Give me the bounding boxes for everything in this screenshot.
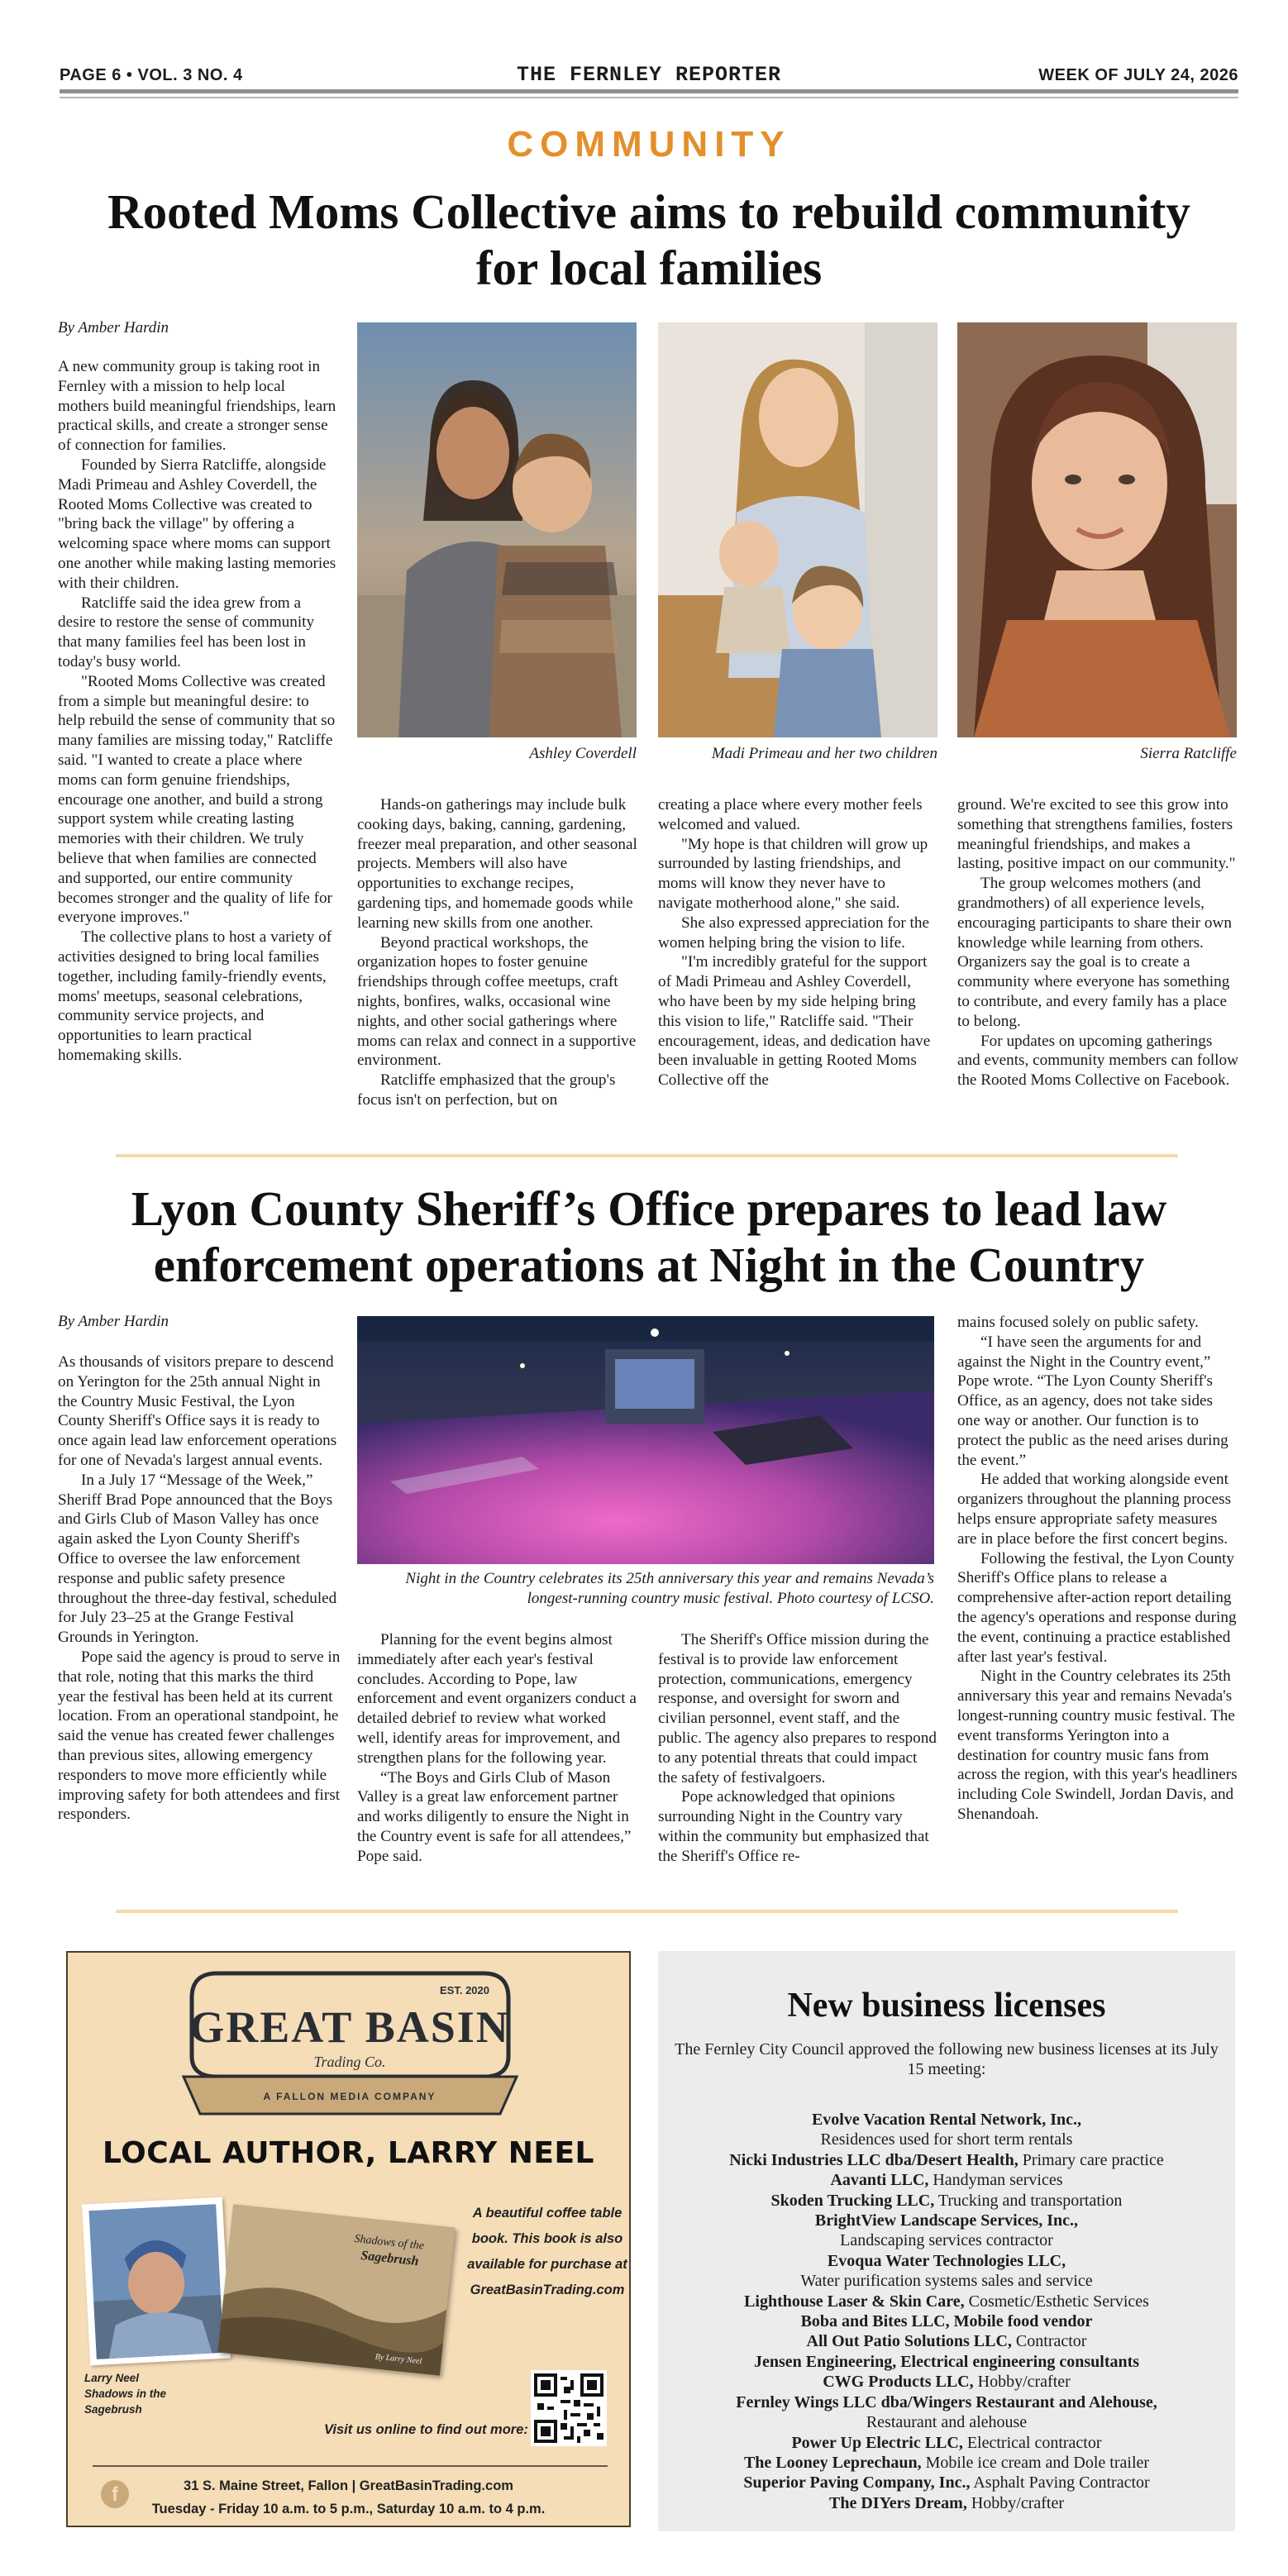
photo-festival-crowd <box>357 1316 934 1564</box>
list-item: Aavanti LLC, Handyman services <box>830 2171 1063 2190</box>
caption-line: Sagebrush <box>84 2403 142 2416</box>
book-cover <box>217 2204 455 2375</box>
paragraph: The group welcomes mothers (and grandmothers) of all experience levels, encouraging participants to share their own knowledge while learning from others. Organizers say the goal is to create a community where everyone has something to contribute, and every family has a place to belong. <box>957 875 1232 1030</box>
article1-col2 <box>357 795 638 1110</box>
photo-sierra-ratcliffe <box>957 322 1237 737</box>
section-label: COMMUNITY <box>507 124 791 165</box>
paragraph: She also expressed appreciation for the women helping bring the vision to life. <box>658 914 929 952</box>
masthead <box>60 61 1238 89</box>
paragraph: For updates on upcoming gatherings and events, community members can follow the Rooted Moms Collective on Facebook. <box>957 1032 1238 1090</box>
caption-madi: Madi Primeau and her two children <box>711 745 937 762</box>
caption-line: Shadows in the <box>84 2388 167 2400</box>
qr-code[interactable] <box>531 2370 607 2446</box>
list-item: Evoqua Water Technologies LLC, <box>827 2251 1066 2270</box>
paragraph: The Sheriff's Office mission during the festival is to provide law enforcement protection, communications, emergency response, and oversight for sworn and civilian personnel, event staff, and the public. The agency also prepares to respond to any potential threats that could impact the safety of festivalgoers. <box>658 1631 937 1787</box>
book-author: By Larry Neel <box>374 2352 422 2367</box>
paragraph: "I'm incredibly grateful for the support of Madi Primeau and Ashley Coverdell, who have been by my side helping bring this vision to life," Ratcliffe said. "Their encouragement, ideas, and dedication have been invaluable in getting Rooted Moms Collective off the <box>658 953 931 1090</box>
list-item: Boba and Bites LLC, Mobile food vendor <box>800 2312 1093 2331</box>
article1-col1 <box>58 357 337 1066</box>
page-info: PAGE 6 • VOL. 3 NO. 4 <box>60 66 243 84</box>
article1-headline: Rooted Moms Collective aims to rebuild community for local families <box>107 184 1190 295</box>
licenses-list <box>666 2110 1227 2513</box>
paragraph: A new community group is taking root in Fernley with a mission to help local mothers build meaningful friendships, learn practical skills, and create a stronger sense of connection for families. <box>58 358 336 455</box>
great-basin-ad[interactable] <box>66 1951 631 2527</box>
ad-address: 31 S. Maine Street, Fallon | GreatBasinTrading.com <box>184 2478 513 2493</box>
article2-col2 <box>357 1630 638 1867</box>
masthead-rule-thin <box>60 97 1238 98</box>
paper-name: THE FERNLEY REPORTER <box>516 63 782 87</box>
list-item: The DIYers Dream, Hobby/crafter <box>829 2493 1064 2512</box>
list-item: Residences used for short term rentals <box>820 2130 1073 2149</box>
paragraph: Ratcliffe emphasized that the group's focus isn't on perfection, but on <box>357 1071 616 1109</box>
logo-est: EST. 2020 <box>440 1984 489 1996</box>
list-item: Lighthouse Laser & Skin Care, Cosmetic/Esthetic Services <box>744 2292 1149 2311</box>
logo-name: GREAT BASIN <box>189 2002 510 2052</box>
ad-rule <box>93 2465 608 2467</box>
article2-col1 <box>58 1352 342 1825</box>
issue-date: WEEK OF JULY 24, 2026 <box>1038 66 1238 84</box>
paragraph: ground. We're excited to see this grow into something that strengthens families, fosters meaningful friendships, and makes a lasting, positive impact on our community." <box>957 796 1236 873</box>
caption-sierra: Sierra Ratcliffe <box>1140 745 1237 762</box>
photo-madi-primeau <box>658 322 937 737</box>
book-title-line1: Shadows of the <box>353 2232 425 2253</box>
list-item: Fernley Wings LLC dba/Wingers Restaurant and Alehouse, <box>736 2392 1157 2411</box>
facebook-icon[interactable]: f <box>101 2480 129 2508</box>
author-photo <box>82 2197 231 2366</box>
paragraph: In a July 17 “Message of the Week,” Sheriff Brad Pope announced that the Boys and Girls Club of Mason Valley has once again asked the Lyon County Sheriff's Office to oversee the law enforcement response and public safety presence throughout the three-day festival, scheduled for July 23–25 at the Grange Festival Grounds in Yerington. <box>58 1471 337 1647</box>
list-item: All Out Patio Solutions LLC, Contractor <box>806 2332 1087 2351</box>
great-basin-logo <box>68 1953 631 2130</box>
caption-line: Larry Neel <box>84 2372 140 2384</box>
article2-col3 <box>658 1630 939 1867</box>
list-item: Evolve Vacation Rental Network, Inc., <box>811 2111 1082 2129</box>
article1-col3 <box>658 795 939 1090</box>
paragraph: “I have seen the arguments for and against the Night in the Country event,” Pope wrote. “The Lyon County Sheriff's Office, as an agency, does not take sides one way or another. Our function is to protect the public as the need arises during the event.” <box>957 1333 1228 1469</box>
business-licenses-box <box>658 1951 1235 2531</box>
ad-hours: Tuesday - Friday 10 a.m. to 5 p.m., Saturday 10 a.m. to 4 p.m. <box>151 2502 546 2516</box>
caption-ashley: Ashley Coverdell <box>529 745 637 762</box>
section-divider <box>116 1910 1178 1913</box>
licenses-intro: The Fernley City Council approved the following new business licenses at its July 15 meeting: <box>675 2040 1219 2078</box>
festival-photo-caption: Night in the Country celebrates its 25th anniversary this year and remains Nevada’s longest-running country music festival. Photo courtesy of LCSO. <box>405 1570 934 1607</box>
list-item: Nicki Industries LLC dba/Desert Health, Primary care practice <box>729 2150 1164 2169</box>
paragraph: Founded by Sierra Ratcliffe, alongside Madi Primeau and Ashley Coverdell, the Rooted Moms Collective was created to "bring back the village" by offering a welcoming space where moms can support one another while making lasting memories with their children. <box>58 456 336 592</box>
paragraph: "My hope is that children will grow up surrounded by lasting friendships, and moms will know they never have to navigate motherhood alone," she said. <box>658 835 928 912</box>
paragraph: Pope said the agency is proud to serve in that role, noting that this marks the third year the festival has been held at its current location. From an operational standpoint, he said the venue has created fewer challenges than previous sites, allowing emergency responders to move more efficiently while improving safety for both attendees and first responders. <box>58 1648 341 1824</box>
book-title-line2: Sagebrush <box>360 2248 420 2269</box>
list-item: Superior Paving Company, Inc., Asphalt Paving Contractor <box>743 2473 1150 2493</box>
article1-col4 <box>957 795 1238 1090</box>
ad-copy: A beautiful coffee table book. This book is also available for purchase at GreatBasinTrading.com <box>467 2206 627 2297</box>
article1-byline: By Amber Hardin <box>58 319 169 336</box>
list-item: Power Up Electric LLC, Electrical contractor <box>791 2433 1102 2452</box>
paragraph: Ratcliffe said the idea grew from a desire to restore the sense of community that many families feel has been lost in today's busy world. <box>58 594 315 670</box>
licenses-title: New business licenses <box>787 1987 1106 2025</box>
paragraph: Planning for the event begins almost immediately after each year's festival concludes. According to Pope, law enforcement and event organizers conduct a detailed debrief to review what worked well, identify areas for improvement, and strengthen plans for the following year. <box>357 1631 637 1767</box>
masthead-rule <box>60 89 1238 93</box>
list-item: Restaurant and alehouse <box>866 2413 1028 2432</box>
paragraph: Beyond practical workshops, the organization hopes to foster genuine friendships through coffee meetups, craft nights, bonfires, walks, occasional wine nights, and other social gatherings where moms can relax and connect in a supportive environment. <box>357 933 637 1070</box>
photo-ashley-coverdell <box>357 322 637 737</box>
list-item: Water purification systems sales and service <box>800 2272 1093 2291</box>
list-item: Skoden Trucking LLC, Trucking and transportation <box>770 2191 1123 2210</box>
ad-title: LOCAL AUTHOR, LARRY NEEL <box>102 2136 594 2170</box>
paragraph: Pope acknowledged that opinions surrounding Night in the Country vary within the community but emphasized that the Sheriff's Office re- <box>658 1788 929 1865</box>
paragraph: Night in the Country celebrates its 25th anniversary this year and remains Nevada's longest-running country music festival. The event transforms Yerington into a destination for country music fans from across the region, with this year's headliners including Cole Swindell, Jordan Davis, and Shenandoah. <box>957 1667 1238 1823</box>
paragraph: He added that working alongside event organizers throughout the planning process helps ensure appropriate safety measures are in place before the first concert begins. <box>957 1471 1232 1548</box>
list-item: Jensen Engineering, Electrical engineering consultants <box>753 2352 1140 2371</box>
paragraph: Hands-on gatherings may include bulk cooking days, baking, canning, gardening, freezer meal preparation, and other seasonal projects. Members will also have opportunities to exchange recipes, gardening tips, and homemade goods while learning new skills from one another. <box>357 796 637 932</box>
article2-headline: Lyon County Sheriff’s Office prepares to lead law enforcement operations at Night in the Country <box>131 1181 1167 1292</box>
paragraph: "Rooted Moms Collective was created from a simple but meaningful desire: to help rebuild the sense of community that so many families are missing today," Ratcliffe said. "I wanted to create a place where moms can form genuine friendships, encourage one another, and build a strong support system while creating lasting memories with their children. We truly believe that when families are connected and supported, our entire community becomes stronger and the quality of life for everyone improves." <box>58 672 336 927</box>
paragraph: creating a place where every mother feels welcomed and valued. <box>658 796 923 833</box>
paragraph: Following the festival, the Lyon County Sheriff's Office plans to release a comprehensive after-action report detailing the agency's operations and response during the event, continuing a practice established after last year's festival. <box>957 1549 1237 1666</box>
list-item: The Looney Leprechaun, Mobile ice cream and Dole trailer <box>743 2453 1150 2472</box>
logo-ribbon: A FALLON MEDIA COMPANY <box>263 2091 436 2102</box>
author-photo-caption <box>84 2370 166 2417</box>
paragraph: “The Boys and Girls Club of Mason Valley is a great law enforcement partner and works diligently to ensure the Night in the Country event is safe for all attendees,” Pope said. <box>357 1768 632 1865</box>
list-item: Landscaping services contractor <box>840 2231 1053 2250</box>
article2-byline: By Amber Hardin <box>58 1313 169 1330</box>
list-item: CWG Products LLC, Hobby/crafter <box>823 2373 1071 2392</box>
logo-sub: Trading Co. <box>313 2054 386 2070</box>
list-item: BrightView Landscape Services, Inc., <box>814 2211 1079 2230</box>
section-divider <box>116 1154 1178 1157</box>
article2-col4 <box>957 1313 1238 1825</box>
paragraph: The collective plans to host a variety of activities designed to bring local families together, including family-friendly events, moms' meetups, seasonal celebrations, community service projects, and opportunities to learn practical homemaking skills. <box>58 928 332 1064</box>
paragraph: As thousands of visitors prepare to descend on Yerington for the 25th annual Night in the Country Music Festival, the Lyon County Sheriff's Office says it is ready to once again lead law enforcement operations for one of Nevada's largest annual events. <box>58 1353 337 1469</box>
ad-visit-text: Visit us online to find out more: <box>324 2422 528 2437</box>
paragraph: mains focused solely on public safety. <box>957 1314 1199 1331</box>
